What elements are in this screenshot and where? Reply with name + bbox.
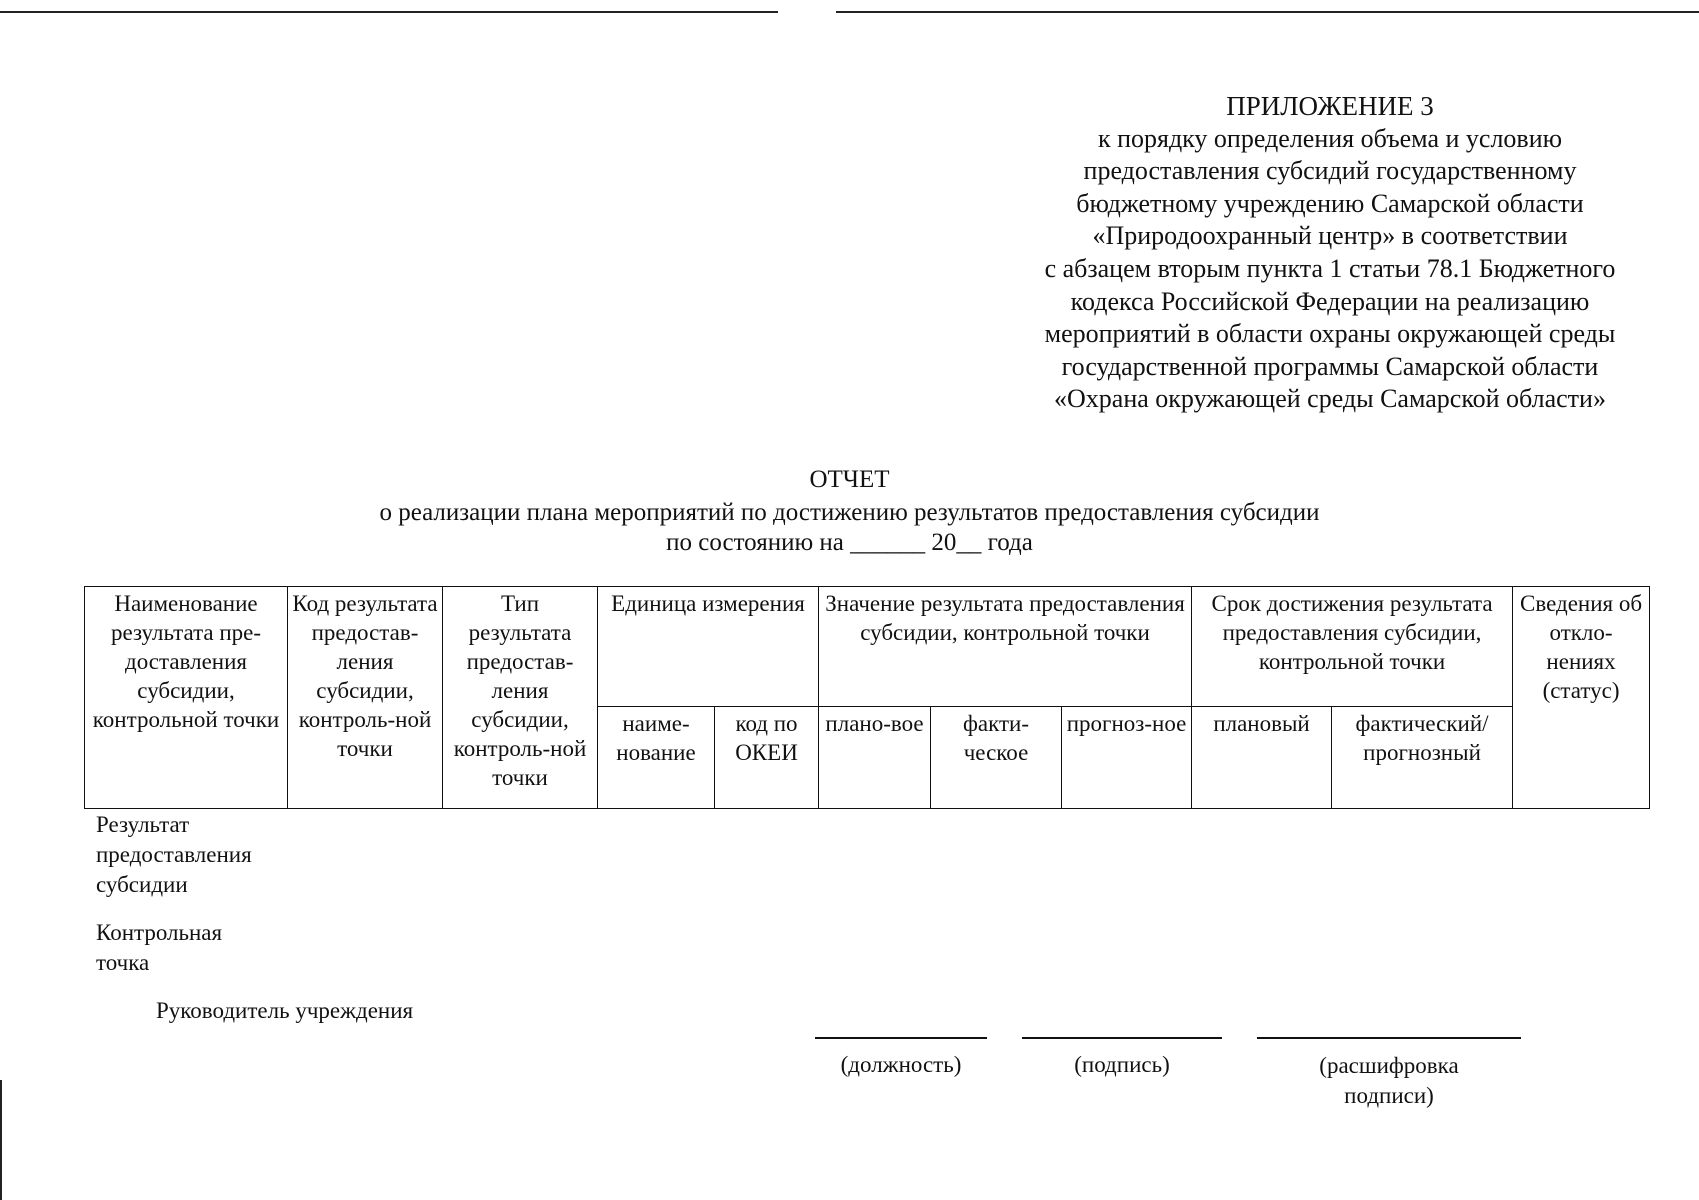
header-value-forecast: прогноз-ное	[1062, 707, 1192, 809]
signature-line	[1022, 1037, 1222, 1039]
appendix-line: бюджетному учреждению Самарской области	[1076, 188, 1584, 218]
appendix-title: ПРИЛОЖЕНИЕ 3	[1226, 91, 1434, 121]
appendix-line: к порядку определения объема и условию	[1097, 123, 1563, 153]
header-unit: Единица измерения	[598, 587, 819, 707]
header-result-type: Тип результата предостав-ления субсидии, контроль-ной точки	[443, 587, 598, 809]
header-unit-name: наиме-нование	[598, 707, 715, 809]
top-border-right	[836, 11, 1699, 13]
checkpoint-label-line: Контрольная	[96, 920, 223, 945]
checkpoint-row-label	[96, 918, 222, 978]
report-table	[84, 586, 1650, 809]
header-unit-okei: код по ОКЕИ	[715, 707, 819, 809]
scan-edge-mark	[0, 1080, 2, 1200]
result-row-label	[96, 810, 252, 900]
appendix-header	[1000, 90, 1660, 416]
appendix-line: мероприятий в области охраны окружающей среды	[1044, 319, 1616, 349]
decode-caption-line: подписи)	[1344, 1083, 1434, 1108]
result-label-line: предоставления	[96, 842, 252, 867]
appendix-line: кодекса Российской Федерации на реализацию	[1070, 286, 1590, 316]
header-value: Значение результата предоставления субсидии, контрольной точки	[819, 587, 1192, 707]
checkpoint-label-line: точка	[96, 950, 150, 975]
position-caption: (должность)	[840, 1052, 962, 1077]
header-deadline-plan: плановый	[1192, 707, 1332, 809]
decode-caption	[1257, 1051, 1521, 1111]
appendix-line: «Природоохранный центр» в соответствии	[1092, 221, 1568, 251]
header-result-code: Код результата предостав-ления субсидии, контроль-ной точки	[288, 587, 443, 809]
header-result-name: Наименование результата пре-доставления субсидии, контрольной точки	[85, 587, 288, 809]
signer-label: Руководитель учреждения	[156, 998, 414, 1023]
position-line	[815, 1037, 987, 1039]
appendix-line: с абзацем вторым пункта 1 статьи 78.1 Бюджетного	[1044, 253, 1616, 283]
header-value-plan: плано-вое	[819, 707, 931, 809]
header-value-fact: факти-ческое	[931, 707, 1062, 809]
report-subtitle: о реализации плана мероприятий по достижению результатов предоставления субсидии	[379, 499, 1320, 526]
header-deadline-fact: фактический/ прогнозный	[1332, 707, 1513, 809]
report-date-line: по состоянию на ______ 20__ года	[666, 529, 1033, 556]
appendix-line: государственной программы Самарской области	[1061, 351, 1599, 381]
report-title: ОТЧЕТ	[809, 466, 890, 493]
decode-caption-line: (расшифровка	[1319, 1053, 1459, 1078]
appendix-line: предоставления субсидий государственному	[1083, 156, 1577, 186]
header-deviation: Сведения об откло-нениях (статус)	[1513, 587, 1650, 809]
top-border-left	[0, 11, 778, 13]
appendix-line: «Охрана окружающей среды Самарской области»	[1054, 384, 1606, 414]
result-label-line: субсидии	[96, 872, 188, 897]
signature-caption: (подпись)	[1074, 1052, 1170, 1077]
decode-line	[1257, 1037, 1521, 1039]
header-deadline: Срок достижения результата предоставления субсидии, контрольной точки	[1192, 587, 1513, 707]
result-label-line: Результат	[96, 812, 190, 837]
